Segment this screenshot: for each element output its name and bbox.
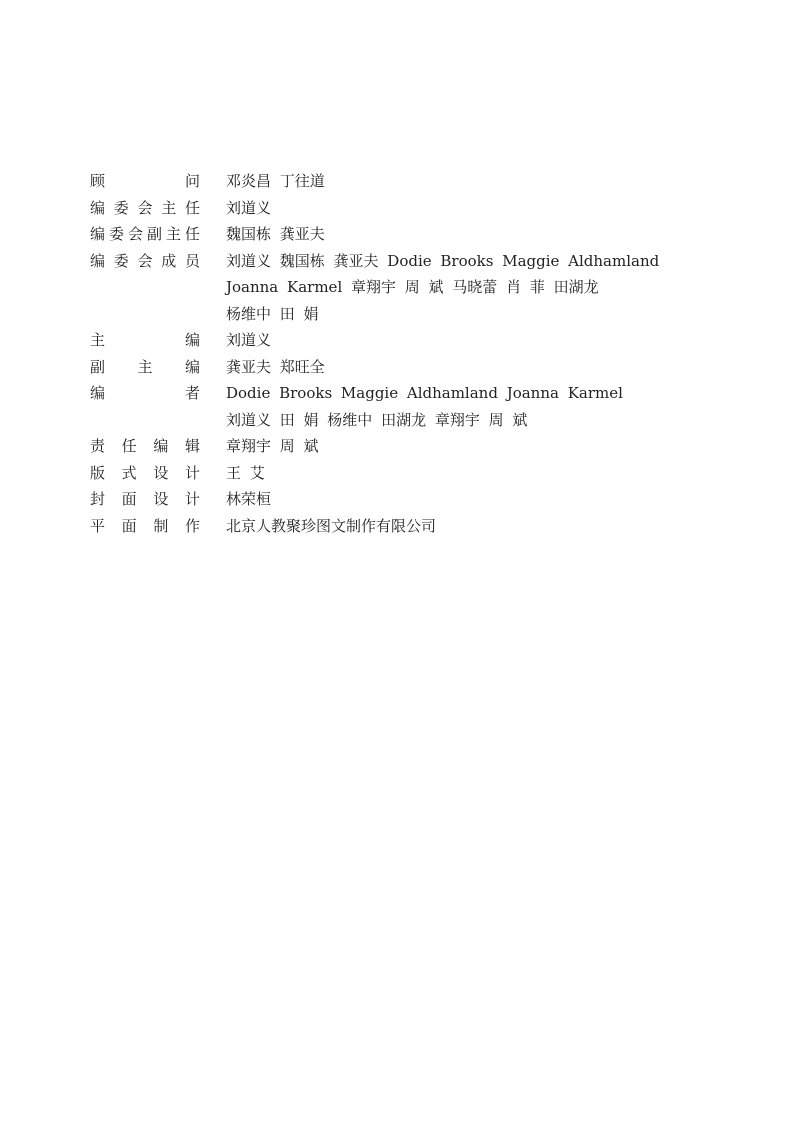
credit-value-line: 邓炎昌 丁往道 xyxy=(226,172,325,190)
credit-row-board-director xyxy=(90,195,730,222)
credit-row-editors xyxy=(90,380,730,433)
credit-values xyxy=(226,195,730,222)
credit-values xyxy=(226,486,730,513)
credit-values xyxy=(226,248,730,328)
credit-value-line: 林荣桓 xyxy=(226,490,272,508)
credit-label: 封 面 设 计 xyxy=(90,490,200,508)
credit-value-line: 刘道义 xyxy=(226,331,272,349)
credit-values xyxy=(226,513,730,540)
credit-label: 顾 问 xyxy=(90,172,200,190)
credit-value-line: 刘道义 田 娟 杨维中 田湖龙 章翔宇 周 斌 xyxy=(226,410,528,429)
credit-values xyxy=(226,460,730,487)
credit-value-line: 北京人教聚珍图文制作有限公司 xyxy=(226,516,437,535)
credit-row-layout-design xyxy=(90,460,730,487)
credits-list xyxy=(90,168,730,539)
credit-values xyxy=(226,354,730,381)
credit-values xyxy=(226,221,730,248)
credit-row-chief-editor xyxy=(90,327,730,354)
credit-values xyxy=(226,380,730,433)
credit-label: 编 者 xyxy=(90,384,200,402)
credit-value-line: 魏国栋 龚亚夫 xyxy=(226,225,325,243)
credit-values xyxy=(226,168,730,195)
credit-row-graphic-production xyxy=(90,513,730,540)
credit-label: 版 式 设 计 xyxy=(90,463,200,482)
credit-label: 编 委 会 成 员 xyxy=(90,251,200,270)
credit-value-line: Joanna Karmel 章翔宇 周 斌 马晓蕾 肖 菲 田湖龙 xyxy=(226,278,599,296)
credit-value-line: Dodie Brooks Maggie Aldhamland Joanna Karmel xyxy=(226,384,623,402)
credit-label: 副 主 编 xyxy=(90,357,200,376)
credit-value-line: 王 艾 xyxy=(226,463,265,482)
credit-value-line: 章翔宇 周 斌 xyxy=(226,437,319,455)
credit-value-line: 杨维中 田 娟 xyxy=(226,304,319,323)
credit-row-adviser xyxy=(90,168,730,195)
credit-value-line: 刘道义 xyxy=(226,198,272,217)
credit-row-board-deputy-director xyxy=(90,221,730,248)
credit-value-line: 刘道义 魏国栋 龚亚夫 Dodie Brooks Maggie Aldhamland xyxy=(226,251,660,270)
credit-label: 责 任 编 辑 xyxy=(90,437,200,455)
credit-row-board-members xyxy=(90,248,730,328)
credit-label: 平 面 制 作 xyxy=(90,516,200,535)
credit-values xyxy=(226,327,730,354)
credit-values xyxy=(226,433,730,460)
credit-label: 主 编 xyxy=(90,331,200,349)
credit-value-line: 龚亚夫 郑旺全 xyxy=(226,357,325,376)
credit-row-deputy-chief-editor xyxy=(90,354,730,381)
credit-row-cover-design xyxy=(90,486,730,513)
credit-label: 编 委 会 主 任 xyxy=(90,198,200,217)
credit-row-responsible-editor xyxy=(90,433,730,460)
credit-label: 编 委 会 副 主 任 xyxy=(90,225,200,243)
